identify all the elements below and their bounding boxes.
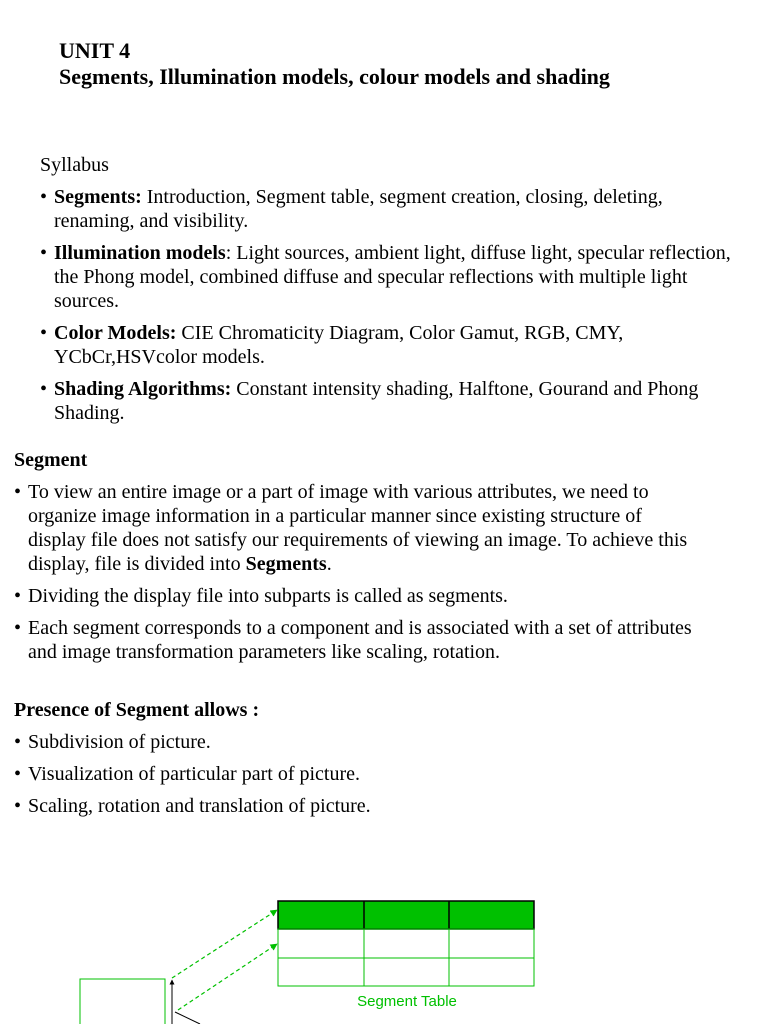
segment-item-text: To view an entire image or a part of image with various attributes, we need to organize image information in a particular manner since existing structure of display file does not satisfy our requirements of viewing an image. To achieve this display, file is divided into: [28, 481, 688, 575]
syllabus-item-illumination: [40, 241, 740, 313]
bullet-icon: •: [14, 481, 22, 503]
bullet-icon: •: [14, 763, 22, 785]
presence-item-subdivision: [14, 730, 694, 754]
segments-term: Segments: [245, 553, 327, 575]
syllabus-list: [40, 185, 740, 433]
presence-item-text: Visualization of particular part of picture.: [28, 763, 361, 785]
table-header-row: [278, 901, 534, 929]
segment-table-diagram: [0, 880, 768, 1024]
header: [59, 38, 610, 90]
display-file-box: [80, 979, 165, 1024]
presence-item-text: Scaling, rotation and translation of picture.: [28, 795, 371, 817]
syllabus-item-shading: [40, 377, 740, 425]
bullet-icon: •: [40, 378, 48, 400]
syllabus-item-bold: Color Models:: [54, 322, 177, 344]
presence-item-transform: [14, 794, 694, 818]
pointer-arrow: [178, 944, 277, 1010]
bullet-icon: •: [14, 795, 22, 817]
bullet-icon: •: [40, 186, 48, 208]
syllabus-item-color-models: [40, 321, 740, 369]
segment-list: [14, 480, 694, 672]
syllabus-item-text: CIE Chromaticity Diagram, Color Gamut, RGB, CMY, YCbCr,HSVcolor models.: [54, 322, 624, 368]
bullet-icon: •: [40, 242, 48, 264]
pointer-arrow: [172, 910, 277, 978]
unit-title: UNIT 4: [59, 38, 131, 63]
syllabus-item-bold: Illumination models: [54, 242, 226, 264]
bullet-icon: •: [40, 322, 48, 344]
presence-item-text: Subdivision of picture.: [28, 731, 211, 753]
segment-item-text: Each segment corresponds to a component and is associated with a set of attributes and image transformation parameters like scaling, rotation.: [28, 617, 692, 663]
segment-item-component: [14, 616, 694, 664]
segment-item-organize: [14, 480, 694, 576]
syllabus-item-bold: Shading Algorithms:: [54, 378, 232, 400]
segment-item-dividing: [14, 584, 694, 608]
presence-heading: Presence of Segment allows :: [14, 699, 260, 721]
segment-table-label: Segment Table: [357, 993, 457, 1010]
syllabus-label: Syllabus: [40, 154, 109, 176]
segment-heading: Segment: [14, 449, 88, 471]
syllabus-item-text: Introduction, Segment table, segment creation, closing, deleting, renaming, and visibility.: [54, 186, 663, 232]
syllabus-item-bold: Segments:: [54, 186, 142, 208]
syllabus-item-text: : Light sources, ambient light, diffuse light, specular reflection, the Phong model, combined diffuse and specular reflections with multiple light sources.: [54, 242, 731, 312]
bullet-icon: •: [14, 617, 22, 639]
segment-item-text: Dividing the display file into subparts is called as segments.: [28, 585, 508, 607]
bullet-icon: •: [14, 731, 22, 753]
segment-item-period: .: [326, 553, 332, 575]
syllabus-item-segments: [40, 185, 740, 233]
presence-item-visualization: [14, 762, 694, 786]
bullet-icon: •: [14, 585, 22, 607]
page-title: Segments, Illumination models, colour models and shading: [59, 64, 610, 89]
presence-list: [14, 730, 694, 826]
syllabus-item-text: Constant intensity shading, Halftone, Gourand and Phong Shading.: [54, 378, 699, 424]
